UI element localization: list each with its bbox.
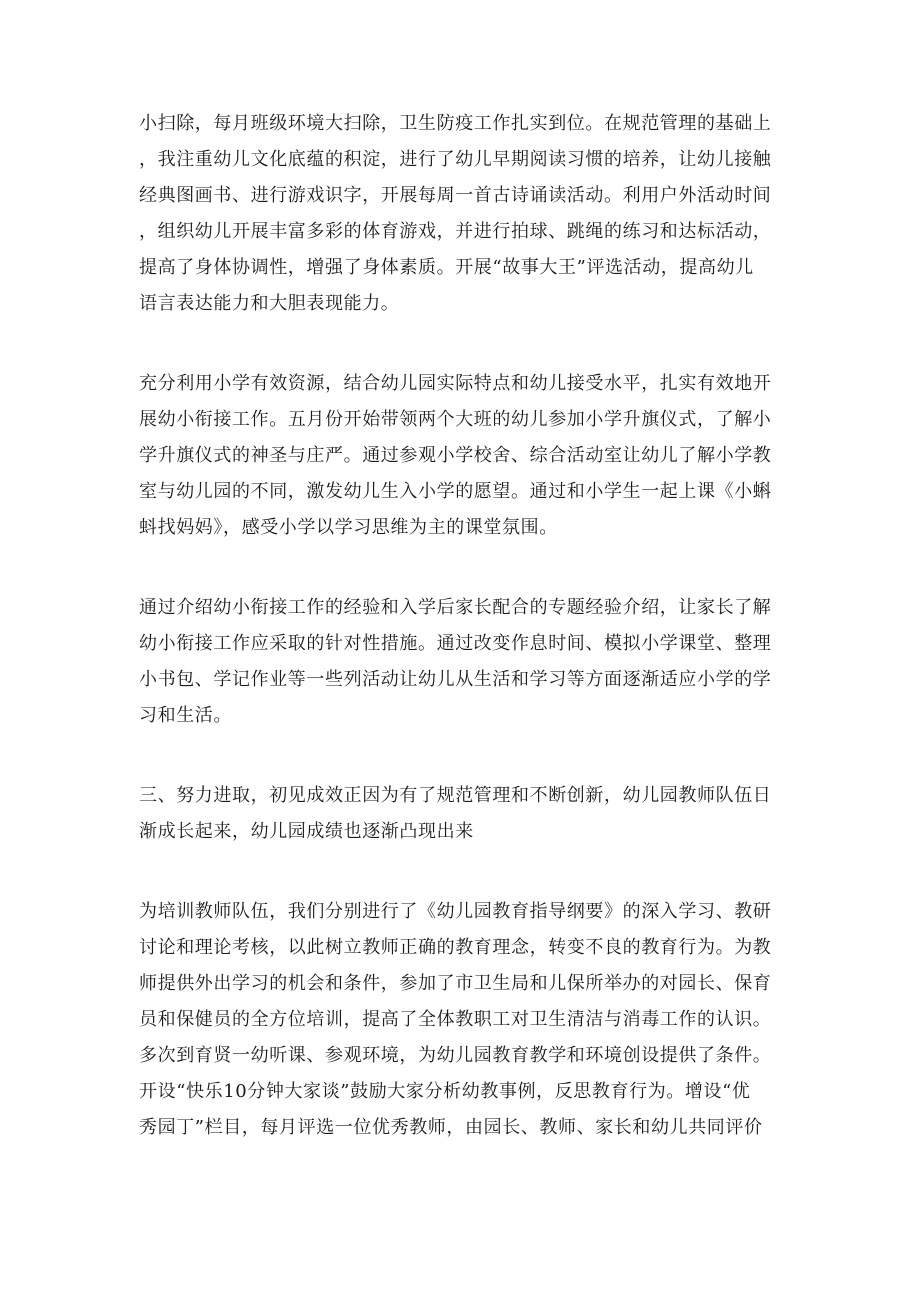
- paragraph-5-line-1: 为培训教师队伍，我们分别进行了《幼儿园教育指导纲要》的深入学习、教研: [139, 901, 772, 922]
- paragraph-3-line-1: 通过介绍幼小衔接工作的经验和入学后家长配合的专题经验介绍，让家长了解: [139, 597, 772, 618]
- paragraph-5-line-2: 讨论和理论考核，以此树立教师正确的教育理念，转变不良的教育行为。为教: [139, 937, 772, 958]
- paragraph-1-line-4: ，组织幼儿开展丰富多彩的体育游戏，并进行拍球、跳绳的练习和达标活动，: [139, 221, 772, 242]
- paragraph-3-line-4: 习和生活。: [139, 705, 232, 726]
- paragraph-1-line-5: 提高了身体协调性，增强了身体素质。开展“故事大王”评选活动，提高幼儿: [139, 257, 754, 278]
- paragraph-2-line-4: 室与幼儿园的不同，激发幼儿生入小学的愿望。通过和小学生一起上课《小蝌: [139, 481, 772, 502]
- paragraph-2-line-2: 展幼小衔接工作。五月份开始带领两个大班的幼儿参加小学升旗仪式，了解小: [139, 409, 772, 430]
- paragraph-5-line-6: 开设“快乐10分钟大家谈”鼓励大家分析幼教事例，反思教育行为。增设“优: [139, 1081, 751, 1102]
- paragraph-1-line-1: 小扫除，每月班级环境大扫除，卫生防疫工作扎实到位。在规范管理的基础上: [139, 113, 772, 134]
- paragraph-3-line-3: 小书包、学记作业等一些列活动让幼儿从生活和学习等方面逐渐适应小学的学: [139, 669, 772, 690]
- section-heading-line-2: 渐成长起来，幼儿园成绩也逐渐凸现出来: [139, 821, 474, 842]
- paragraph-2-line-5: 蚪找妈妈》，感受小学以学习思维为主的课堂氛围。: [139, 517, 558, 538]
- paragraph-3-line-2: 幼小衔接工作应采取的针对性措施。通过改变作息时间、模拟小学课堂、整理: [139, 633, 772, 654]
- paragraph-5-line-5: 多次到育贤一幼听课、参观环境，为幼儿园教育教学和环境创设提供了条件。: [139, 1045, 772, 1066]
- paragraph-5-line-4: 员和保健员的全方位培训，提高了全体教职工对卫生清洁与消毒工作的认识。: [139, 1009, 772, 1030]
- paragraph-1-line-2: ，我注重幼儿文化底蕴的积淀，进行了幼儿早期阅读习惯的培养，让幼儿接触: [139, 149, 772, 170]
- paragraph-5-line-7: 秀园丁”栏目，每月评选一位优秀教师，由园长、教师、家长和幼儿共同评价: [139, 1117, 763, 1138]
- paragraph-1-line-6: 语言表达能力和大胆表现能力。: [139, 293, 400, 314]
- section-heading-line-1: 三、努力进取，初见成效正因为有了规范管理和不断创新，幼儿园教师队伍日: [139, 785, 772, 806]
- paragraph-2-line-1: 充分利用小学有效资源，结合幼儿园实际特点和幼儿接受水平，扎实有效地开: [139, 373, 772, 394]
- paragraph-5-line-3: 师提供外出学习的机会和条件，参加了市卫生局和儿保所举办的对园长、保育: [139, 973, 772, 994]
- paragraph-1-line-3: 经典图画书、进行游戏识字，开展每周一首古诗诵读活动。利用户外活动时间: [139, 185, 772, 206]
- paragraph-2-line-3: 学升旗仪式的神圣与庄严。通过参观小学校舍、综合活动室让幼儿了解小学教: [139, 445, 772, 466]
